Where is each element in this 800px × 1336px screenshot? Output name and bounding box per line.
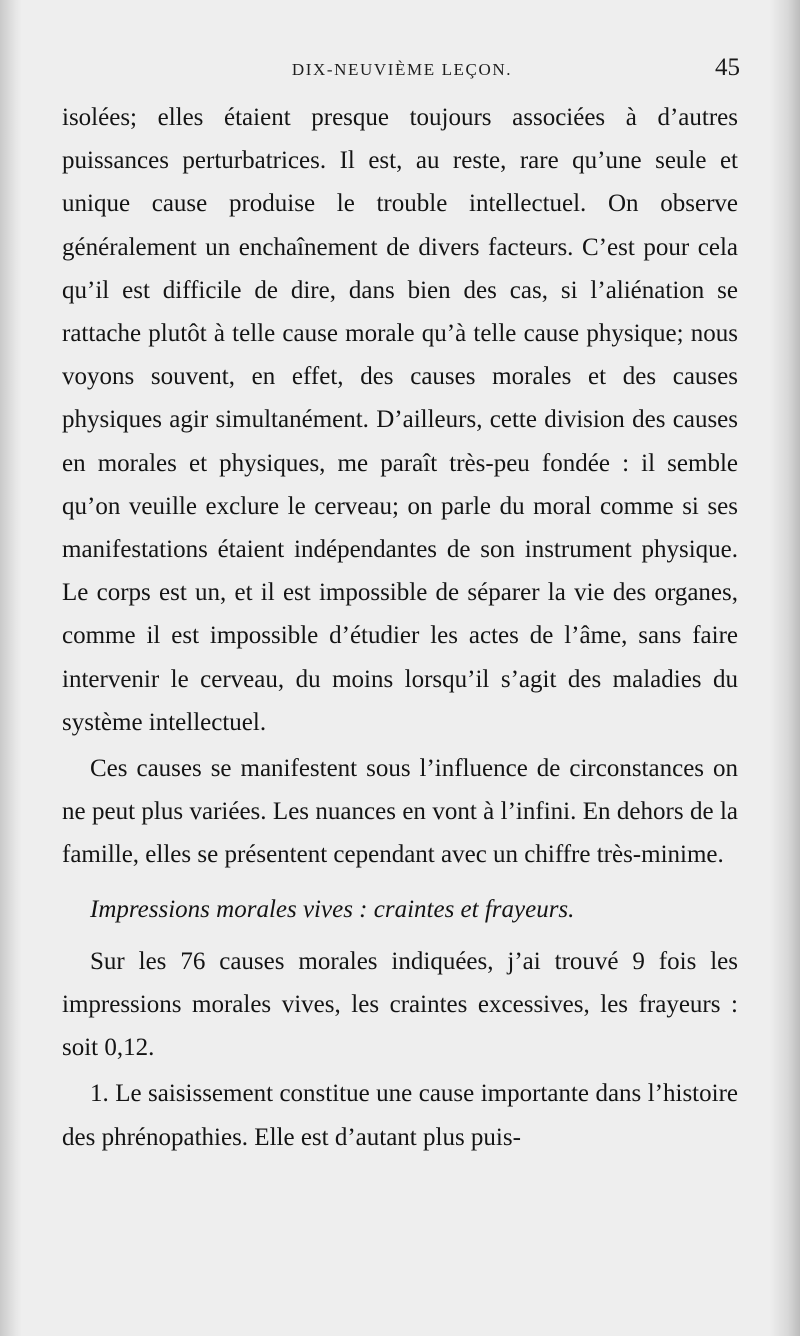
page-header: [62, 50, 742, 90]
page-body: [62, 96, 738, 1159]
page-left-shadow: [0, 0, 22, 1336]
running-title: DIX-NEUVIÈME LEÇON.: [291, 60, 513, 79]
page-number: 45: [715, 54, 740, 81]
paragraph-saisissement: 1. Le saisissement constitue une cause importante dans l’histoire des phrénopathies. Elle est d’autant plus puis-: [62, 1080, 738, 1151]
section-subheading: Impressions morales vives : craintes et frayeurs.: [90, 895, 575, 923]
page-right-shadow: [770, 0, 800, 1336]
paragraph-causes: Ces causes se manifestent sous l’influence de circonstances on ne peut plus variées. Les nuances en vont à l’infini. En dehors de la famille, elles se présentent cependant avec un chiffre très-minime.: [62, 755, 738, 869]
paragraph-statistics: Sur les 76 causes morales indiquées, j’ai trouvé 9 fois les impressions morales vives, les craintes excessives, les frayeurs : soit 0,12.: [62, 947, 738, 1062]
paragraph-continued: isolées; elles étaient presque toujours associées à d’autres puissances perturbatrices. Il est, au reste, rare qu’une seule et unique cause produise le trouble intellectuel. On observe généralement un enchaînement de divers facteurs. C’est pour cela qu’il est difficile de dire, dans bien des cas, si l’aliénation se rattache plutôt à telle cause morale qu’à telle cause physique; nous voyons souvent, en effet, des causes morales et des causes physiques agir simultanément. D’ailleurs, cette division des causes en morales et physiques, me paraît très-peu fondée : il semble qu’on veuille exclure le cerveau; on parle du moral comme si ses manifestations étaient indépendantes de son instrument physique. Le corps est un, et il est impossible de séparer la vie des organes, comme il est impossible d’étudier les actes de l’âme, sans faire intervenir le cerveau, du moins lorsqu’il s’agit des maladies du système intellectuel.: [62, 104, 738, 736]
